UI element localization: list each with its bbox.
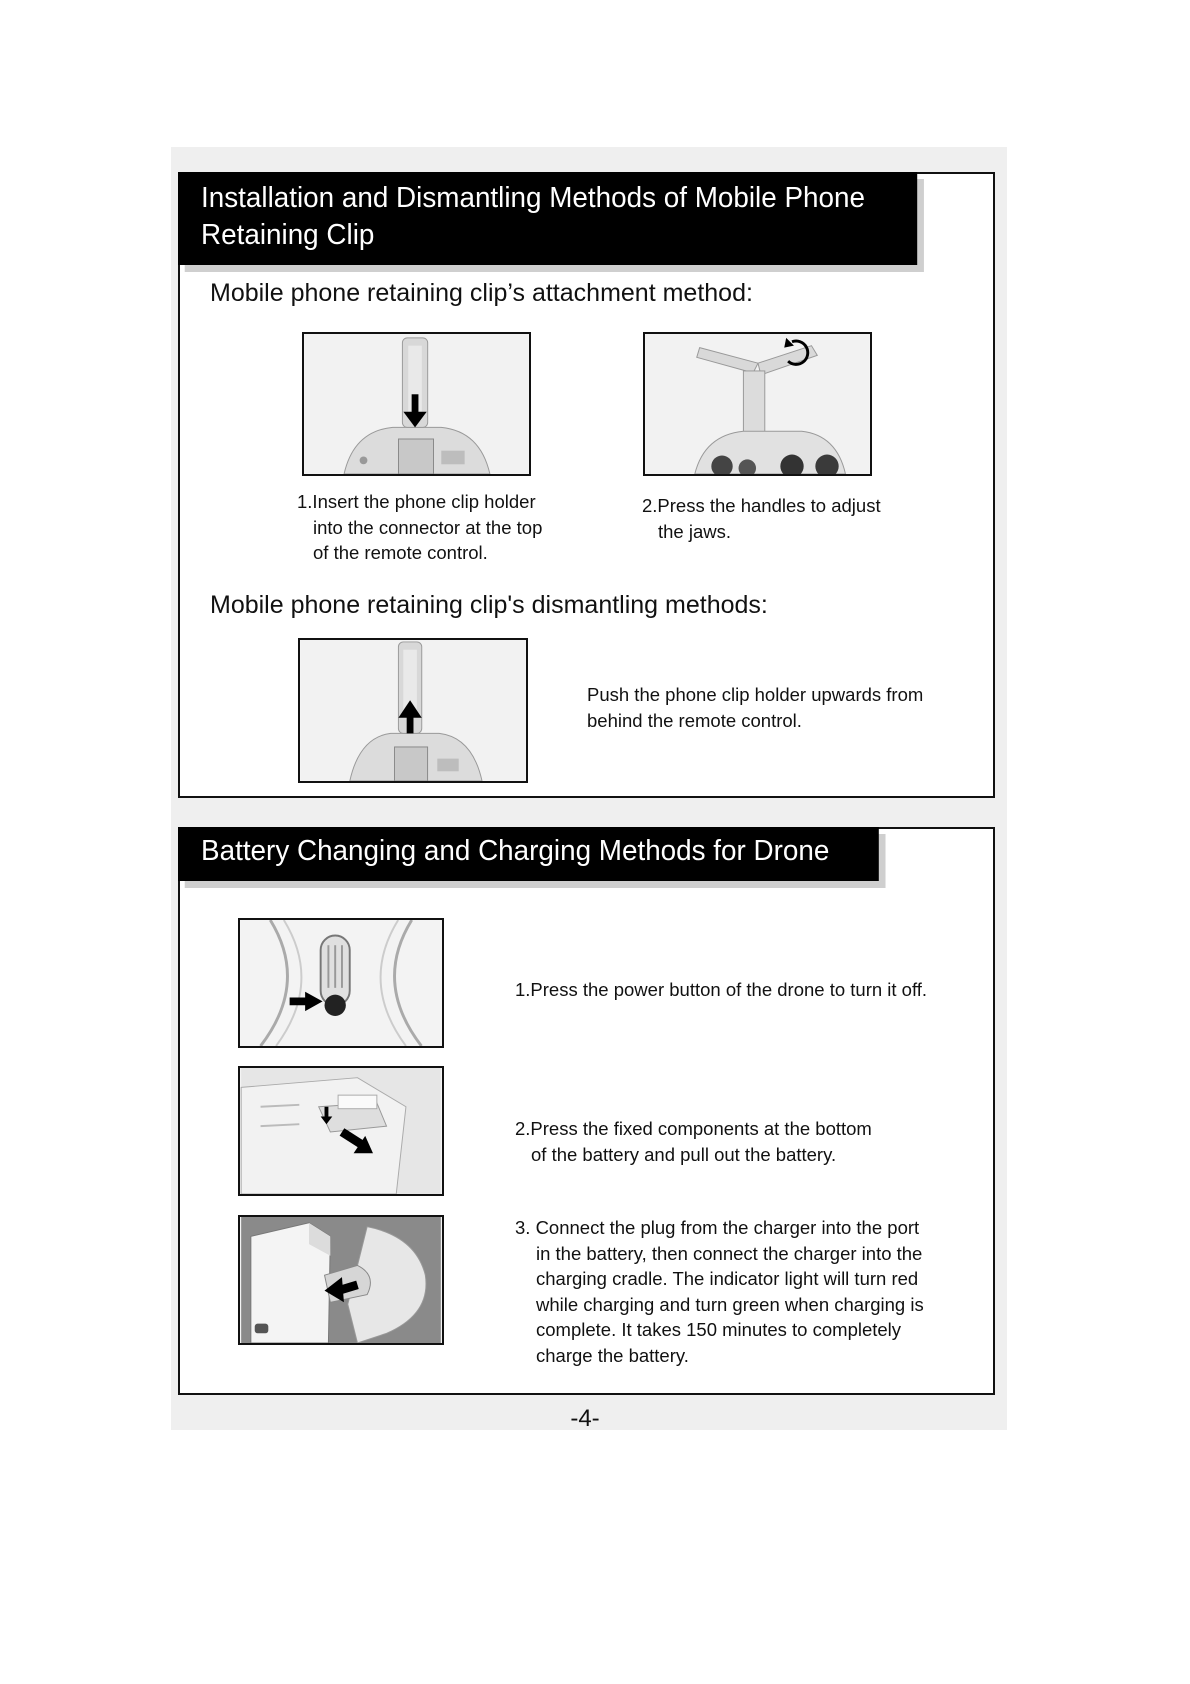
- adjust-jaws-illustration: [645, 334, 870, 474]
- push-clip-photo: [298, 638, 528, 783]
- battery-step-3-line: charging cradle. The indicator light will turn red: [536, 1268, 919, 1289]
- battery-step-3-line: charge the battery.: [536, 1344, 689, 1366]
- charge-battery-illustration: [240, 1217, 442, 1343]
- battery-step-2-line: of the battery and pull out the battery.: [531, 1143, 837, 1165]
- attach-step-1-line: into the connector at the top: [313, 516, 543, 538]
- push-clip-illustration: [300, 640, 526, 781]
- charge-battery-photo: [238, 1215, 444, 1345]
- battery-step-2-line: 2.Press the fixed components at the bottom: [515, 1118, 872, 1139]
- attach-step-2-line: the jaws.: [658, 520, 732, 542]
- attach-step-1-line: of the remote control.: [313, 542, 488, 563]
- insert-clip-photo: [302, 332, 531, 476]
- attach-step-1-line: 1.Insert the phone clip holder: [297, 491, 536, 512]
- clip-section-title-line-1: Installation and Dismantling Methods of Mobile Phone: [201, 182, 865, 214]
- remove-battery-illustration: [240, 1068, 442, 1194]
- attach-step-1: [297, 489, 542, 566]
- power-button-illustration: [240, 920, 442, 1046]
- attach-step-2-line: 2.Press the handles to adjust: [642, 495, 881, 516]
- battery-step-1-line: 1.Press the power button of the drone to turn it off.: [515, 979, 928, 1000]
- dismantling-text-line: Push the phone clip holder upwards from: [587, 684, 924, 705]
- adjust-jaws-photo: [643, 332, 872, 476]
- dismantling-text-line: behind the remote control.: [587, 709, 802, 731]
- page-number: -4-: [570, 1405, 600, 1432]
- battery-section-title: Battery Changing and Charging Methods for Drone: [178, 827, 879, 881]
- battery-step-2: [515, 1116, 872, 1167]
- dismantling-heading: Mobile phone retaining clip's dismantling methods:: [210, 591, 768, 619]
- dismantling-text: [587, 682, 923, 733]
- clip-section-title: [178, 172, 917, 265]
- battery-step-3: [515, 1215, 924, 1368]
- battery-step-3-line: in the battery, then connect the charger into the: [536, 1242, 923, 1264]
- attachment-heading: Mobile phone retaining clip’s attachment method:: [210, 279, 753, 307]
- attach-step-2: [642, 493, 881, 544]
- power-button-photo: [238, 918, 444, 1048]
- battery-step-3-line: complete. It takes 150 minutes to completely: [536, 1319, 902, 1340]
- remove-battery-photo: [238, 1066, 444, 1196]
- insert-clip-illustration: [304, 334, 529, 474]
- battery-step-1: [515, 977, 927, 1003]
- battery-step-3-line: 3. Connect the plug from the charger into the port: [515, 1217, 920, 1238]
- clip-section-title-line-2: Retaining Clip: [201, 219, 375, 251]
- battery-step-3-line: while charging and turn green when charging is: [536, 1293, 924, 1315]
